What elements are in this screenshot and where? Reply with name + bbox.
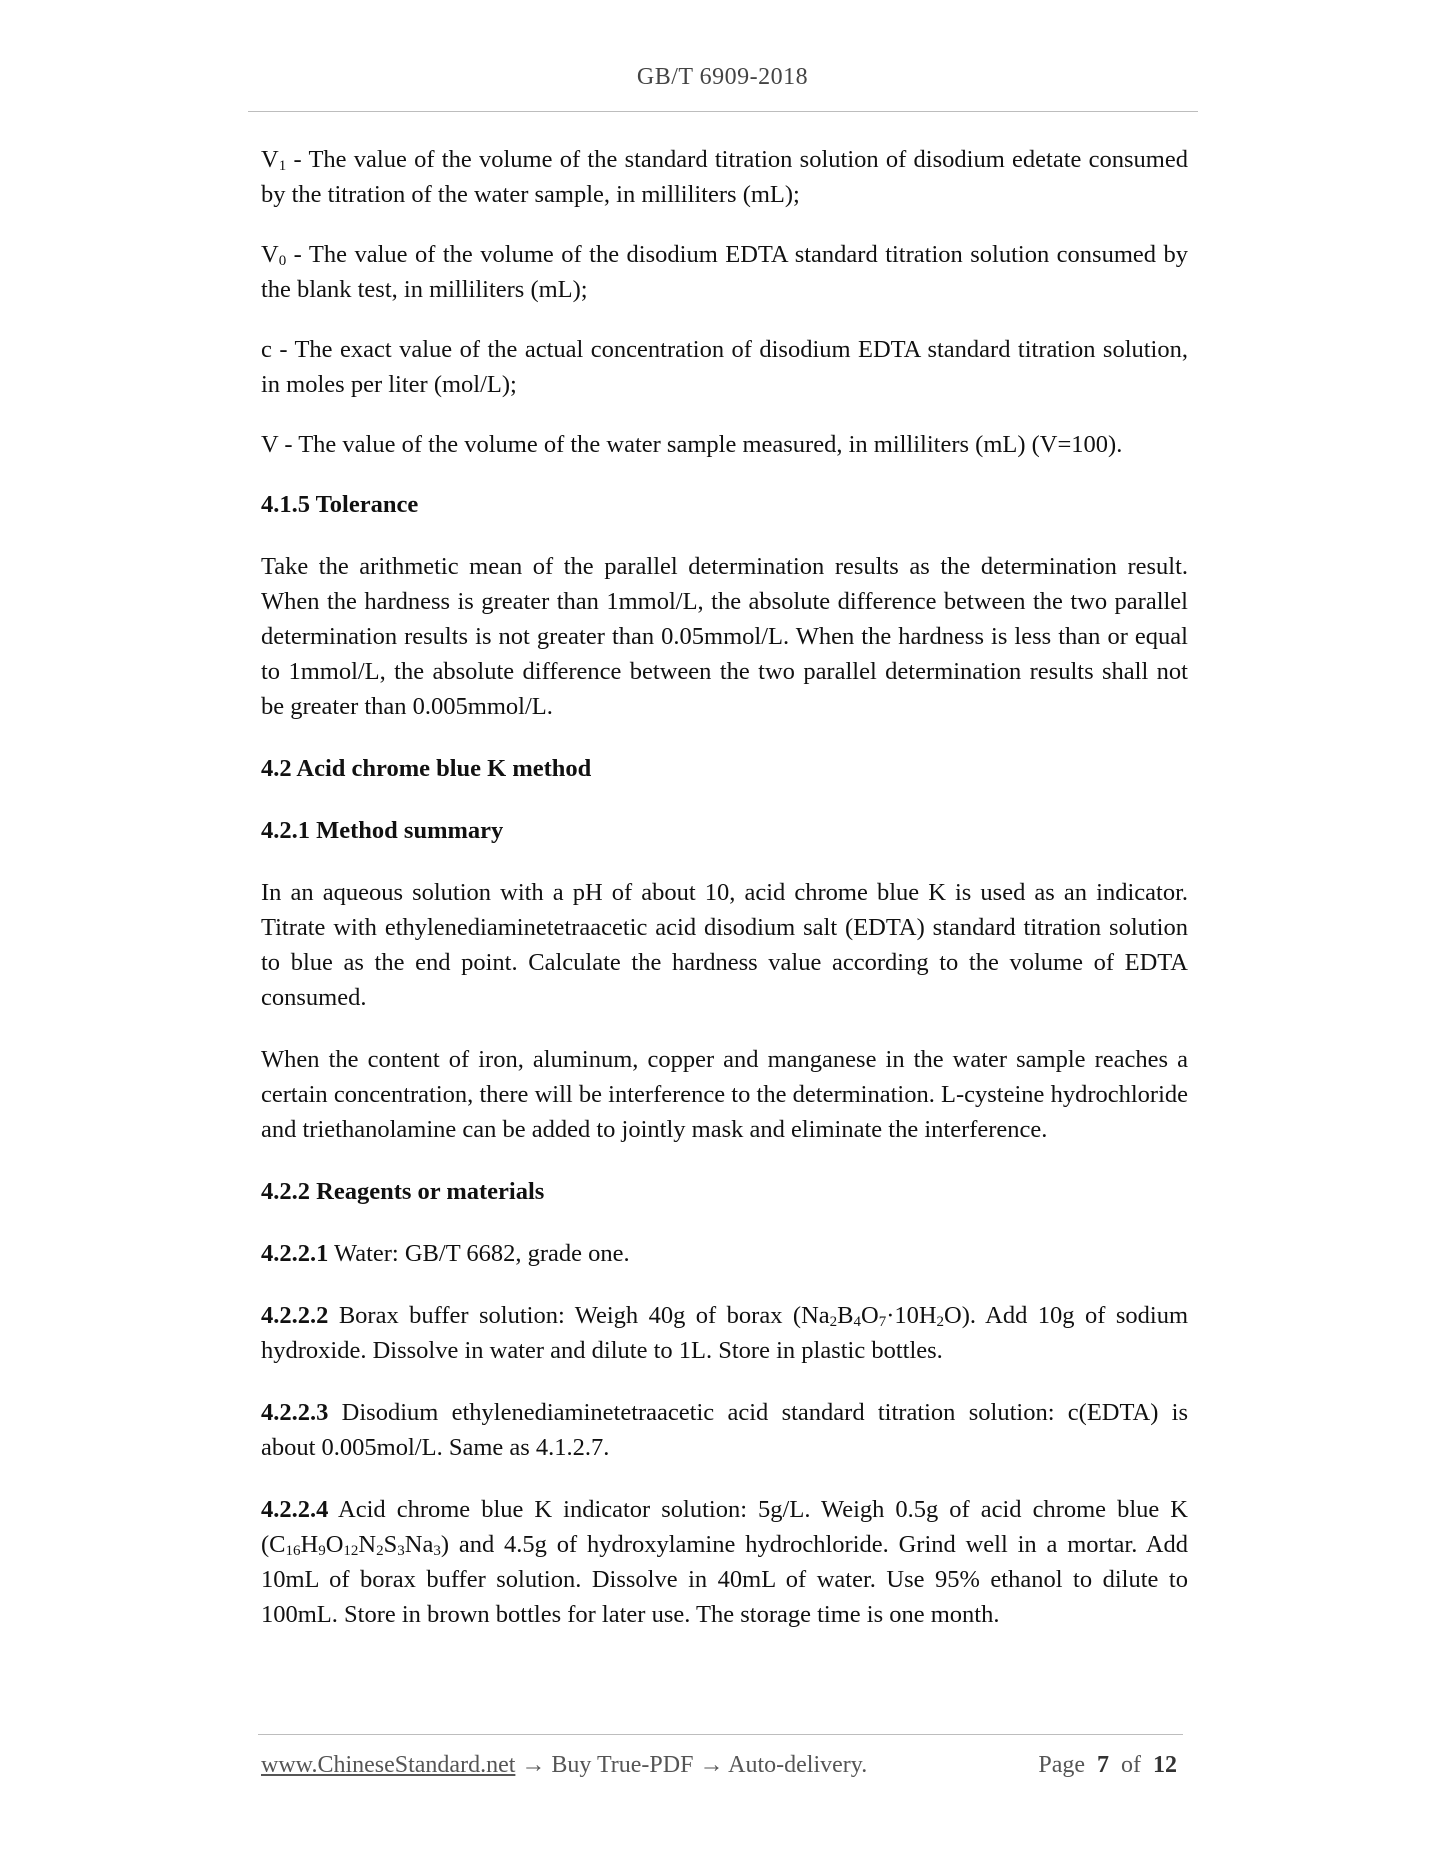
item-number: 4.2.2.4: [261, 1496, 329, 1523]
section-heading-4-2-1: 4.2.1 Method summary: [261, 817, 504, 844]
definition-v: V - The value of the volume of the water sample measured, in milliliters (mL) (V=100).: [261, 431, 1123, 458]
formula-subscript: 9: [318, 1543, 326, 1559]
chemical-formula: [269, 1531, 441, 1558]
item-text-post: ) and 4.5g of hydroxylamine hydrochloride. Grind well in a mortar. Add 10mL of borax buffer solution. Dissolve in 40mL of water. Use 95% ethanol to dilute to 100mL. Store in brown bottles for later use. The storage time is one month.: [261, 1531, 1188, 1628]
method-summary-paragraph-2: When the content of iron, aluminum, copper and manganese in the water sample reaches a certain concentration, there will be interference to the determination. L-cysteine hydrochloride and triethanolamine can be added to jointly mask and eliminate the interference.: [261, 1046, 1188, 1143]
tolerance-paragraph: Take the arithmetic mean of the parallel determination results as the determination result. When the hardness is greater than 1mmol/L, the absolute difference between the two parallel determination results is not greater than 0.05mmol/L. When the hardness is less than or equal to 1mmol/L, the absolute difference between the two parallel determination results shall not be greater than 0.005mmol/L.: [261, 553, 1188, 720]
page-label: Page: [1038, 1752, 1085, 1778]
page-number: [1038, 1752, 1177, 1779]
formula-subscript: 16: [285, 1543, 301, 1559]
formula-subscript: 3: [433, 1543, 441, 1559]
formula-text: O: [860, 1302, 879, 1329]
subscript: 0: [278, 253, 287, 269]
section-heading-4-2: 4.2 Acid chrome blue K method: [261, 755, 592, 782]
arrow-icon: →: [515, 1752, 552, 1778]
arrow-icon: →: [693, 1752, 729, 1778]
page-footer: [261, 1752, 1183, 1788]
document-header: GB/T 6909-2018: [636, 64, 809, 90]
formula-subscript: 3: [397, 1543, 405, 1559]
formula-text: Na: [404, 1531, 434, 1558]
definition-v1: [261, 142, 1188, 212]
item-text: Disodium ethylenediaminetetraacetic acid standard titration solution: c(EDTA) is about 0.005mol/L. Same as 4.1.2.7.: [261, 1399, 1188, 1461]
item-text-pre: Borax buffer solution: Weigh 40g of borax (: [328, 1302, 802, 1329]
formula-subscript: 4: [853, 1314, 861, 1330]
formula-text: O: [944, 1302, 962, 1329]
reagent-item-4-2-2-3: [261, 1395, 1188, 1465]
formula-subscript: 12: [343, 1543, 359, 1559]
website-link[interactable]: www.ChineseStandard.net: [261, 1752, 516, 1778]
formula-text: C: [269, 1531, 286, 1558]
current-page: 7: [1097, 1752, 1109, 1778]
item-text-pre: Acid chrome blue K indicator solution: 5g/L. Weigh 0.5g of acid chrome blue K (: [261, 1496, 1188, 1558]
buy-pdf-text: Buy True-PDF: [551, 1752, 694, 1778]
subscript: 1: [278, 158, 287, 174]
reagent-item-4-2-2-4: [261, 1492, 1188, 1632]
total-pages: 12: [1153, 1752, 1177, 1778]
formula-text: S: [383, 1531, 398, 1558]
reagent-item-4-2-2-1: [261, 1236, 1188, 1271]
item-text: Water: GB/T 6682, grade one.: [328, 1240, 630, 1267]
formula-subscript: 2: [829, 1314, 838, 1330]
formula-subscript: 2: [376, 1543, 384, 1559]
formula-text: N: [358, 1531, 377, 1558]
method-summary-paragraph-1: In an aqueous solution with a pH of about 10, acid chrome blue K is used as an indicator. Titrate with ethylenediaminetetraacetic acid disodium salt (EDTA) standard titration solution to blue as the end point. Calculate the hardness value according to the volume of EDTA consumed.: [261, 879, 1188, 1011]
chemical-formula: [801, 1302, 962, 1329]
symbol: V: [261, 241, 279, 268]
formula-text: B: [837, 1302, 854, 1329]
symbol: V: [261, 146, 279, 173]
item-text-post: ). Add 10g of sodium hydroxide. Dissolve in water and dilute to 1L. Store in plastic bottles.: [261, 1302, 1188, 1364]
section-heading-4-2-2: 4.2.2 Reagents or materials: [261, 1178, 545, 1205]
of-label: of: [1121, 1752, 1141, 1778]
item-number: 4.2.2.2: [261, 1302, 329, 1329]
auto-delivery-text: Auto-delivery.: [728, 1752, 868, 1778]
section-heading-4-1-5: 4.1.5 Tolerance: [261, 491, 419, 518]
footer-divider: [258, 1734, 1183, 1735]
formula-text: ·10H: [886, 1302, 937, 1329]
header-divider: [248, 111, 1198, 112]
formula-subscript: 2: [936, 1314, 945, 1330]
definition-c: c - The exact value of the actual concentration of disodium EDTA standard titration solution, in moles per liter (mol/L);: [261, 336, 1188, 398]
page-content: [261, 142, 1188, 1659]
item-number: 4.2.2.1: [261, 1240, 329, 1267]
formula-text: Na: [801, 1302, 830, 1329]
reagent-item-4-2-2-2: [261, 1298, 1188, 1368]
formula-subscript: 7: [878, 1314, 887, 1330]
formula-text: O: [325, 1531, 344, 1558]
footer-promo: [261, 1752, 867, 1779]
definition-text: - The value of the volume of the standard titration solution of disodium edetate consumed by the titration of the water sample, in milliliters (mL);: [261, 146, 1188, 208]
definition-text: - The value of the volume of the disodium EDTA standard titration solution consumed by the blank test, in milliliters (mL);: [261, 241, 1188, 303]
item-number: 4.2.2.3: [261, 1399, 329, 1426]
definition-v0: [261, 237, 1188, 307]
formula-text: H: [300, 1531, 319, 1558]
